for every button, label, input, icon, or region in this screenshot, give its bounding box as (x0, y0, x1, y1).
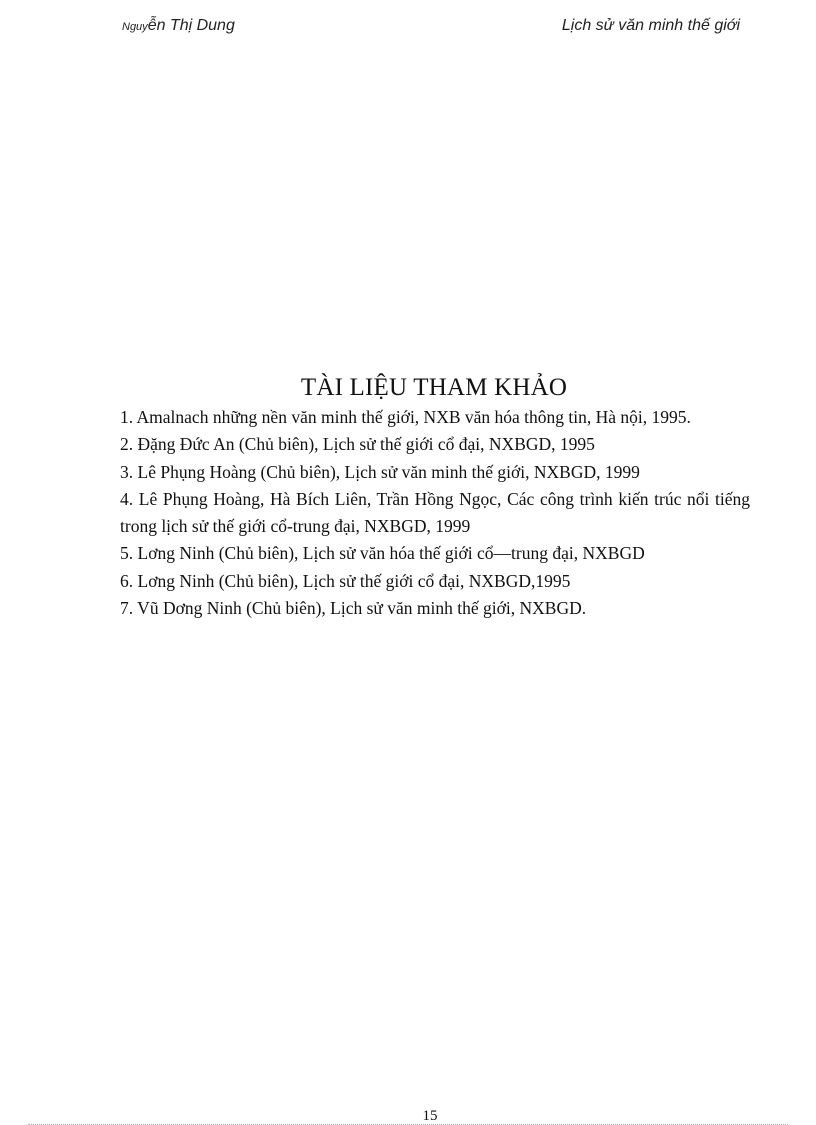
header-author-name: ễn Thị Dung (147, 17, 235, 34)
reference-item-2: 2. Đặng Đức An (Chủ biên), Lịch sử thế giới cổ đại, NXBGD, 1995 (120, 434, 595, 455)
page-number: 15 (422, 1108, 438, 1124)
reference-item-3: 3. Lê Phụng Hoàng (Chủ biên), Lịch sử văn minh thế giới, NXBGD, 1999 (120, 461, 640, 482)
reference-item-1: 1. Amalnach những nền văn minh thế giới, NXB văn hóa thông tin, Hà nội, 1995. (120, 407, 691, 427)
header-book-title: Lịch sử văn minh thế giới (561, 17, 740, 34)
reference-list (120, 404, 750, 622)
reference-item-7: 7. Vũ Dơng Ninh (Chủ biên), Lịch sử văn minh thế giới, NXBGD. (120, 598, 587, 619)
reference-item-6: 6. Lơng Ninh (Chủ biên), Lịch sử thế giới cổ đại, NXBGD,1995 (120, 570, 571, 591)
reference-item-5: 5. Lơng Ninh (Chủ biên), Lịch sử văn hóa thế giới cổ—trung đại, NXBGD (120, 543, 645, 564)
header-author-prefix: Nguy (122, 21, 148, 33)
page-title: TÀI LIỆU THAM KHẢO (300, 374, 568, 401)
header-author (122, 17, 235, 35)
reference-item-4: 4. Lê Phụng Hoàng, Hà Bích Liên, Trần Hồng Ngọc, Các công trình kiến trúc nổi tiếng trong lịch sử thế giới cổ-trung đại, NXBGD, 1999 (120, 488, 750, 537)
